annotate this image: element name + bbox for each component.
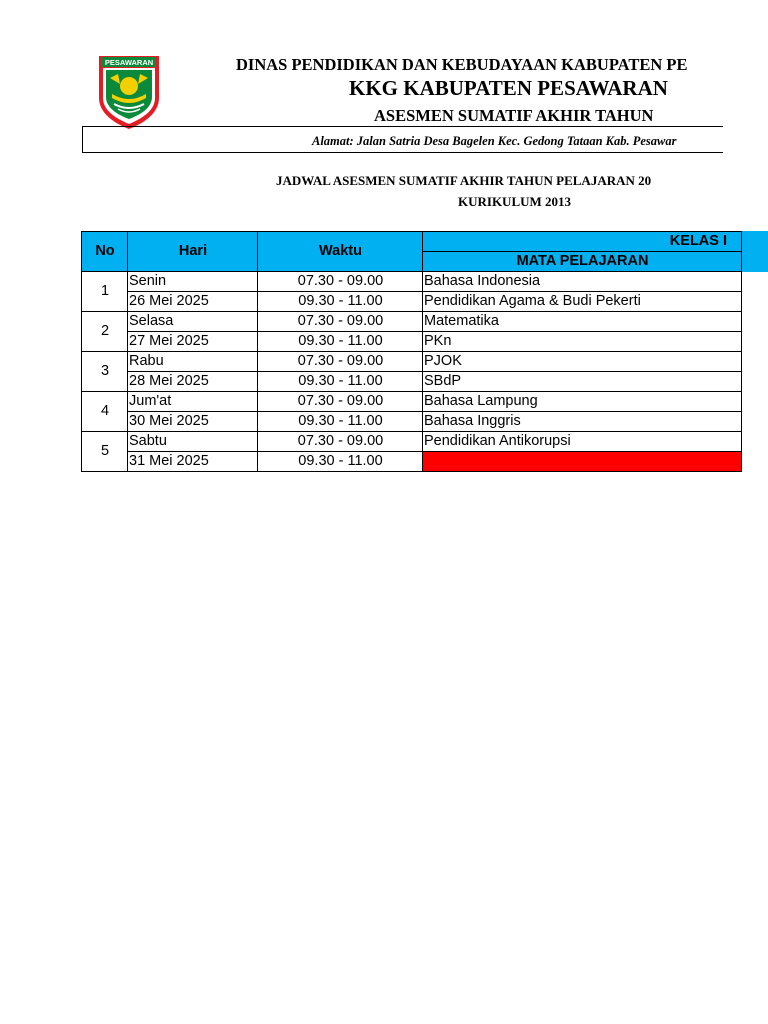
curriculum-title: KURIKULUM 2013 <box>458 194 572 209</box>
time-cell: 09.30 - 11.00 <box>258 292 423 312</box>
table-row <box>82 372 742 392</box>
day-cell: Jum'at <box>128 392 258 412</box>
table-row <box>82 312 742 332</box>
empty-subject-cell <box>423 452 742 472</box>
table-row <box>82 352 742 372</box>
time-cell: 07.30 - 09.00 <box>258 392 423 412</box>
svg-text:PESAWARAN: PESAWARAN <box>104 58 154 67</box>
row-no: 4 <box>82 392 128 432</box>
day-cell: Selasa <box>128 312 258 332</box>
col-header-no: No <box>82 232 128 272</box>
date-cell: 27 Mei 2025 <box>128 332 258 352</box>
subject-cell: Bahasa Indonesia <box>423 272 742 292</box>
table-row <box>82 332 742 352</box>
schedule-title: JADWAL ASESMEN SUMATIF AKHIR TAHUN PELAJARAN 20 <box>276 173 652 188</box>
date-cell: 28 Mei 2025 <box>128 372 258 392</box>
table-row <box>82 412 742 432</box>
subject-cell: Pendidikan Antikorupsi <box>423 432 742 452</box>
time-cell: 07.30 - 09.00 <box>258 352 423 372</box>
row-no: 1 <box>82 272 128 312</box>
table-row <box>82 392 742 412</box>
table-row <box>82 292 742 312</box>
header-assessment: ASESMEN SUMATIF AKHIR TAHUN <box>374 106 654 125</box>
subject-cell: Bahasa Lampung <box>423 392 742 412</box>
row-no: 2 <box>82 312 128 352</box>
date-cell: 26 Mei 2025 <box>128 292 258 312</box>
time-cell: 07.30 - 09.00 <box>258 272 423 292</box>
time-cell: 09.30 - 11.00 <box>258 452 423 472</box>
schedule-table <box>81 231 742 472</box>
time-cell: 09.30 - 11.00 <box>258 412 423 432</box>
row-no: 5 <box>82 432 128 472</box>
address-text: Alamat: Jalan Satria Desa Bagelen Kec. Gedong Tataan Kab. Pesawar <box>312 134 677 148</box>
table-row <box>82 452 742 472</box>
row-no: 3 <box>82 352 128 392</box>
col-header-kelas: KELAS I <box>423 232 742 252</box>
subject-cell: Matematika <box>423 312 742 332</box>
table-row <box>82 432 742 452</box>
table-row <box>82 272 742 292</box>
time-cell: 07.30 - 09.00 <box>258 432 423 452</box>
day-cell: Sabtu <box>128 432 258 452</box>
day-cell: Senin <box>128 272 258 292</box>
date-cell: 31 Mei 2025 <box>128 452 258 472</box>
subject-cell: PJOK <box>423 352 742 372</box>
time-cell: 07.30 - 09.00 <box>258 312 423 332</box>
header-agency: DINAS PENDIDIKAN DAN KEBUDAYAAN KABUPATEN PE <box>236 55 688 74</box>
subject-cell: PKn <box>423 332 742 352</box>
pesawaran-logo <box>96 54 162 130</box>
subject-cell: Pendidikan Agama & Budi Pekerti <box>423 292 742 312</box>
col-header-hari: Hari <box>128 232 258 272</box>
time-cell: 09.30 - 11.00 <box>258 372 423 392</box>
date-cell: 30 Mei 2025 <box>128 412 258 432</box>
col-header-mapel: MATA PELAJARAN <box>423 252 742 272</box>
day-cell: Rabu <box>128 352 258 372</box>
time-cell: 09.30 - 11.00 <box>258 332 423 352</box>
col-header-waktu: Waktu <box>258 232 423 272</box>
subject-cell: SBdP <box>423 372 742 392</box>
subject-cell: Bahasa Inggris <box>423 412 742 432</box>
header-kkg: KKG KABUPATEN PESAWARAN <box>349 76 668 100</box>
